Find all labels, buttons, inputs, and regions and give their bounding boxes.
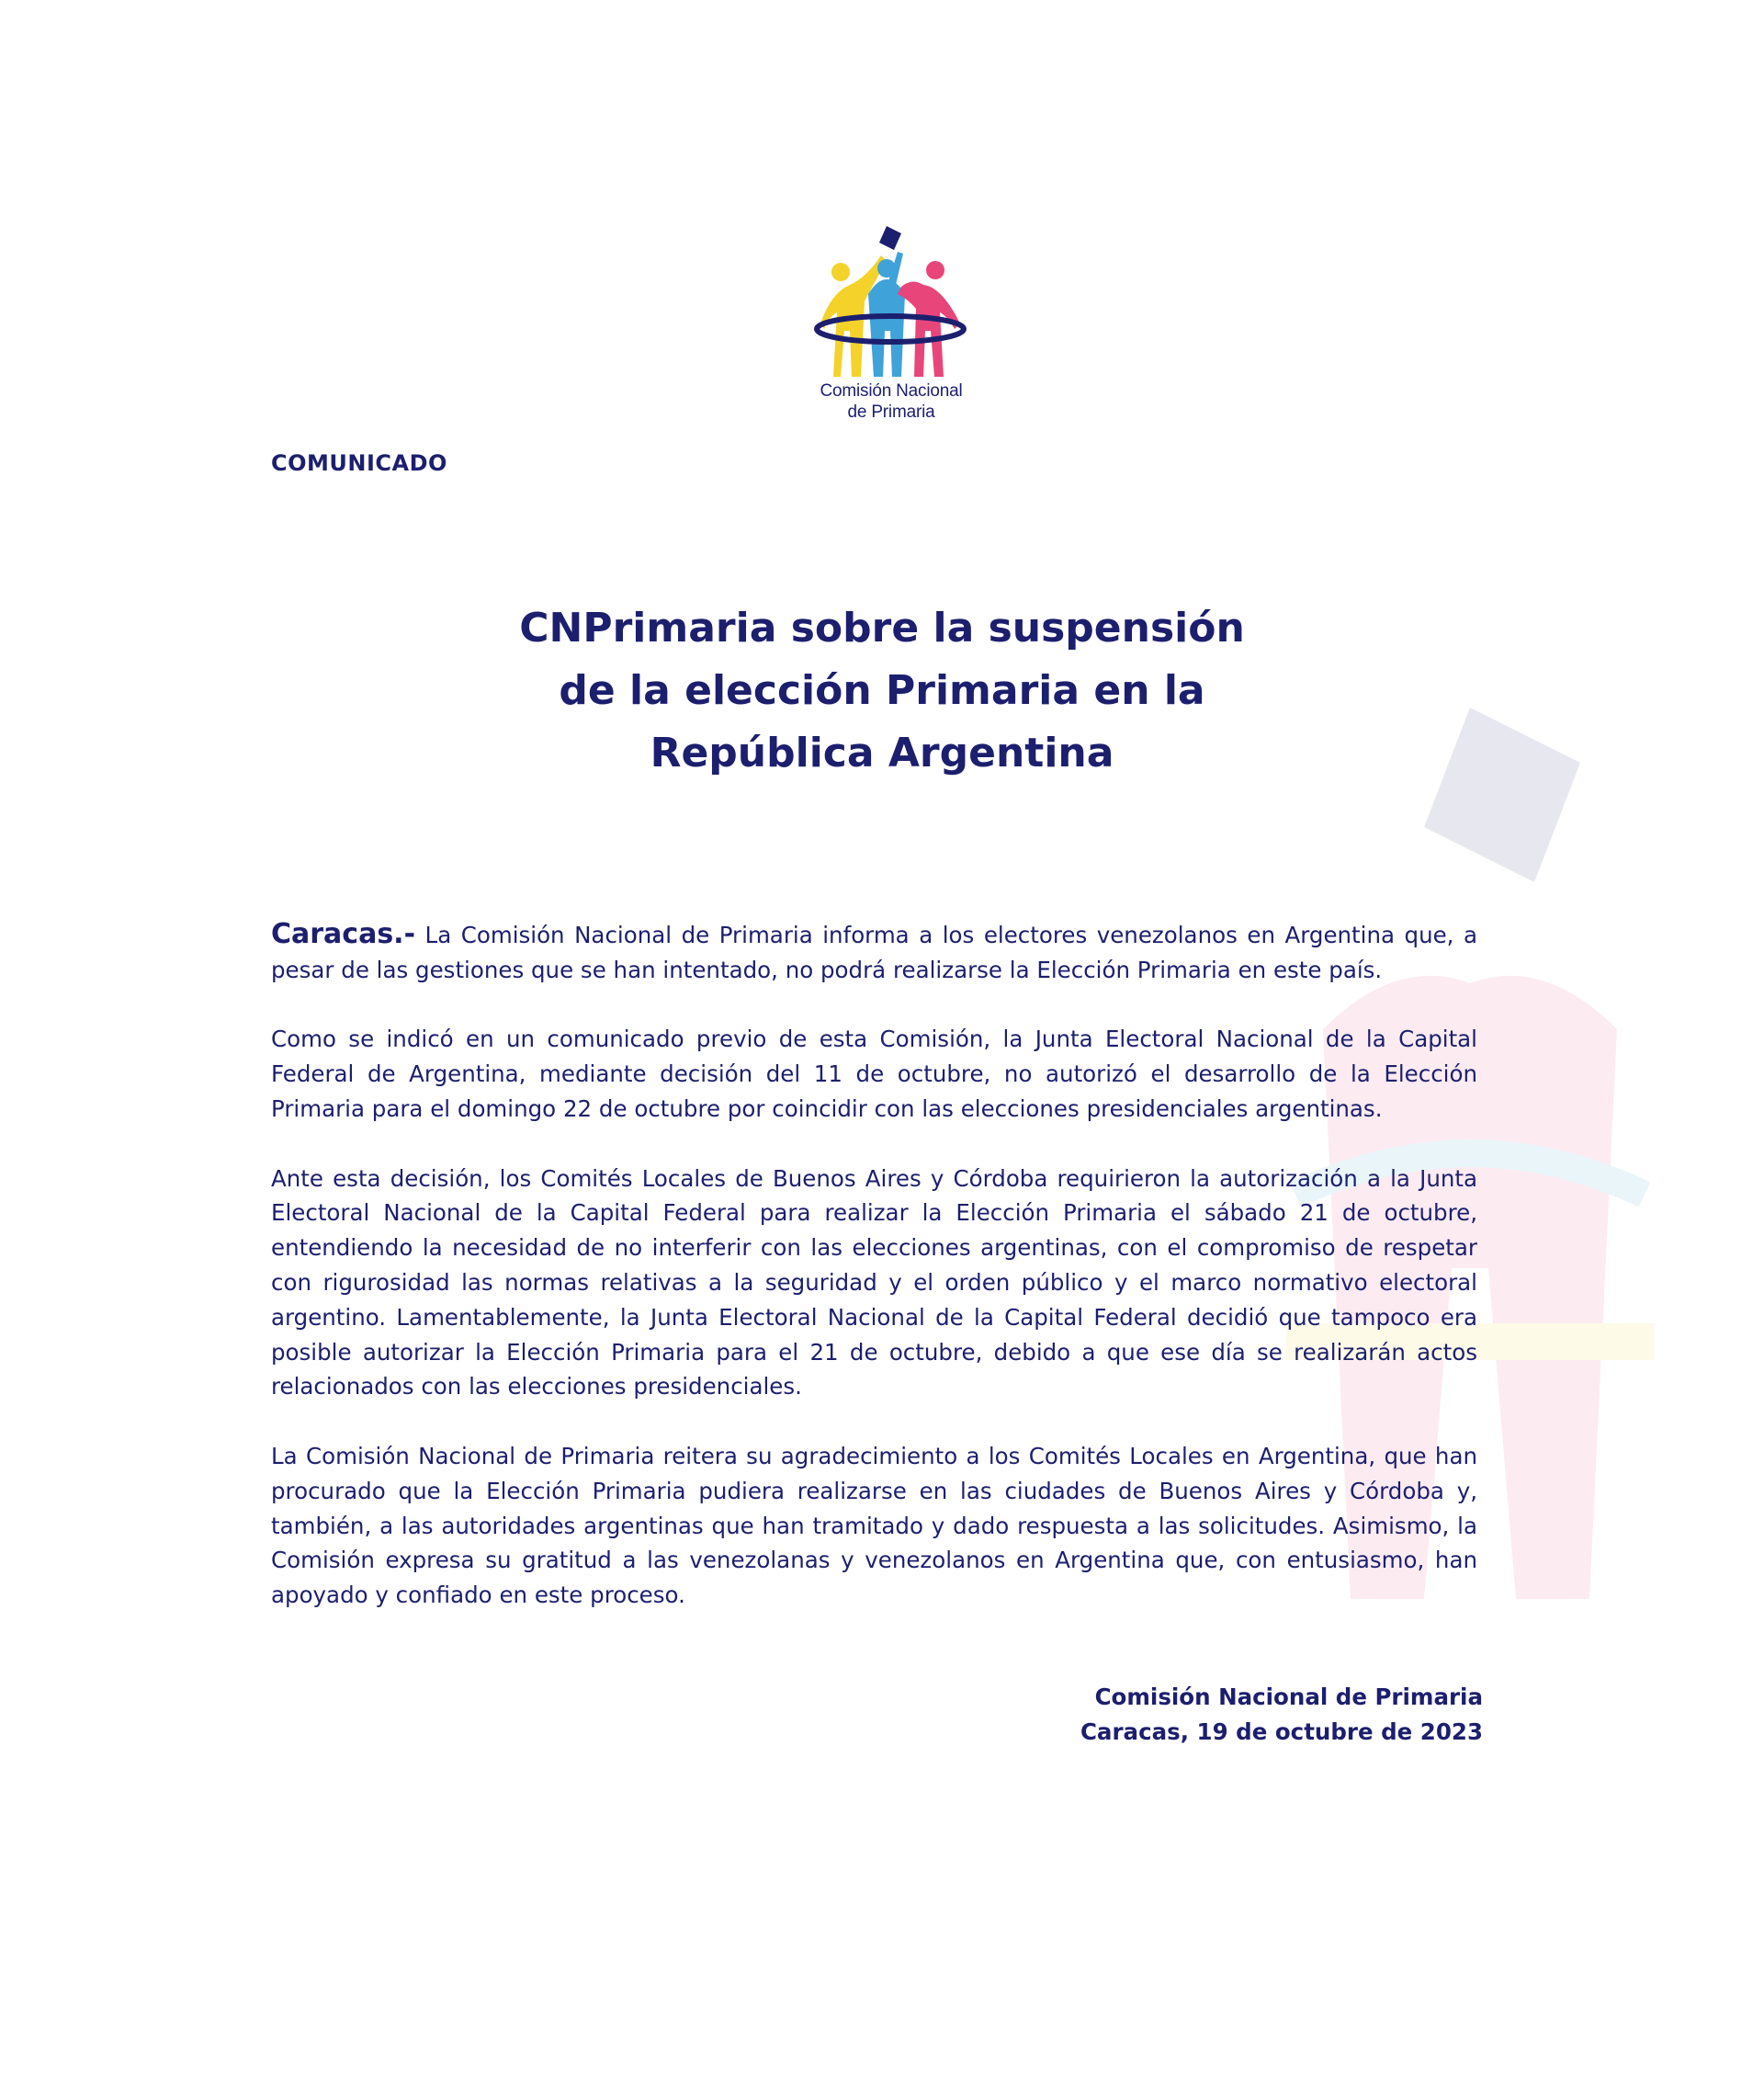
comunicado-label: COMUNICADO [271, 450, 447, 476]
document-body [271, 917, 1477, 1648]
title-line-3: República Argentina [650, 730, 1114, 777]
logo-caption [753, 380, 1029, 423]
paragraph-2: Como se indicó en un comunicado previo de esta Comisión, la Junta Electoral Nacional de la Capital Federal de Argentina, mediante decisión del 11 de octubre, no autorizó el desarrollo de la Elección Primaria para el domingo 22 de octubre por coincidir con las elecciones presidenciales argentinas. [271, 1026, 1477, 1122]
title-line-1: CNPrimaria sobre la suspensión [519, 605, 1245, 652]
logo-caption-line1: Comisión Nacional [820, 381, 963, 401]
document-title [423, 597, 1341, 785]
paragraph-3: Ante esta decisión, los Comités Locales de Buenos Aires y Córdoba requirieron la autorización a la Junta Electoral Nacional de la Capital Federal para realizar la Elección Primaria el sábado 21 de octubre, entendiendo la necesidad de no interferir con las elecciones argentinas, con el compromiso de respetar con rigurosidad las normas relativas a la seguridad y el orden público y el marco normativo electoral argentino. Lamentablemente, la Junta Electoral Nacional de la Capital Federal decidió que tampoco era posible autorizar la Elección Primaria para el 21 de octubre, debido a que ese día se realizarán actos relacionados con las elecciones presidenciales. [271, 1164, 1477, 1400]
logo-caption-line2: de Primaria [847, 402, 935, 422]
cnprimaria-logo-icon [813, 221, 969, 386]
paragraph-4: La Comisión Nacional de Primaria reitera su agradecimiento a los Comités Locales en Argentina, que han procurado que la Elección Primaria pudiera realizarse en las ciudades de Buenos Aires y Córdoba y, también, a las autoridades argentinas que han tramitado y dado respuesta a las solicitudes. Asimismo, la Comisión expresa su gratitud a las venezolanas y venezolanos en Argentina que, con entusiasmo, han apoyado y confiado en este proceso. [271, 1442, 1477, 1609]
dateline-lead: Caracas.- [271, 918, 416, 950]
title-line-2: de la elección Primaria en la [559, 667, 1205, 714]
signature-org: Comisión Nacional de Primaria [1094, 1684, 1483, 1710]
paragraph-1-text: La Comisión Nacional de Primaria informa a los electores venezolanos en Argentina que, a pesar de las gestiones que se han intentado, no podrá realizarse la Elección Primaria en este país. [271, 922, 1477, 983]
signature-place-date: Caracas, 19 de octubre de 2023 [1080, 1718, 1483, 1745]
paragraph-1 [271, 917, 1477, 988]
signature-block [1080, 1680, 1483, 1750]
